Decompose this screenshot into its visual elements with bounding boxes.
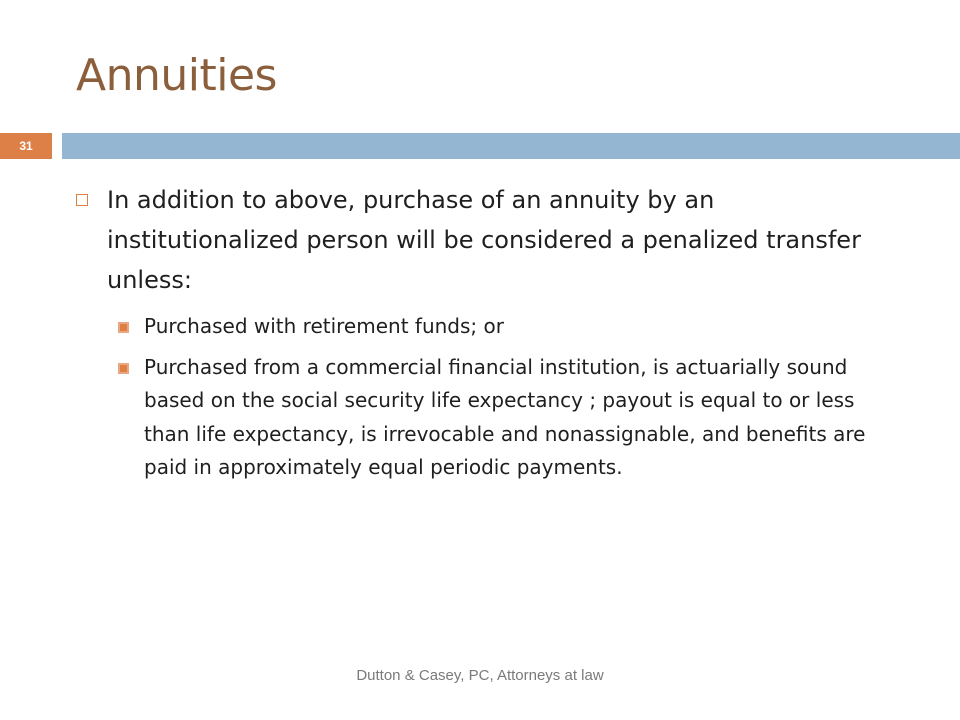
main-bullet-text: In addition to above, purchase of an annuity by an institutionalized person will be considered a penalized transfer unless: bbox=[107, 186, 861, 294]
filled-square-bullet-icon bbox=[118, 363, 129, 374]
hollow-square-bullet-icon bbox=[76, 194, 88, 206]
slide-number: 31 bbox=[19, 139, 33, 153]
slide-title: Annuities bbox=[76, 50, 277, 101]
sub-bullet-text: Purchased from a commercial financial institution, is actuarially sound based on the social security life expectancy ; payout is equal to or less than life expectancy, is irrevocable and nonassignable, and benefits are paid in approximately equal periodic payments. bbox=[144, 354, 866, 479]
sub-bullet-item bbox=[118, 351, 904, 485]
header-band bbox=[62, 133, 960, 159]
main-bullet-item bbox=[74, 180, 904, 300]
sub-bullet-text: Purchased with retirement funds; or bbox=[144, 314, 504, 338]
sub-bullet-item bbox=[118, 310, 904, 344]
filled-square-bullet-icon bbox=[118, 322, 129, 333]
slide-content bbox=[74, 180, 904, 492]
slide-footer: Dutton & Casey, PC, Attorneys at law bbox=[356, 667, 604, 684]
